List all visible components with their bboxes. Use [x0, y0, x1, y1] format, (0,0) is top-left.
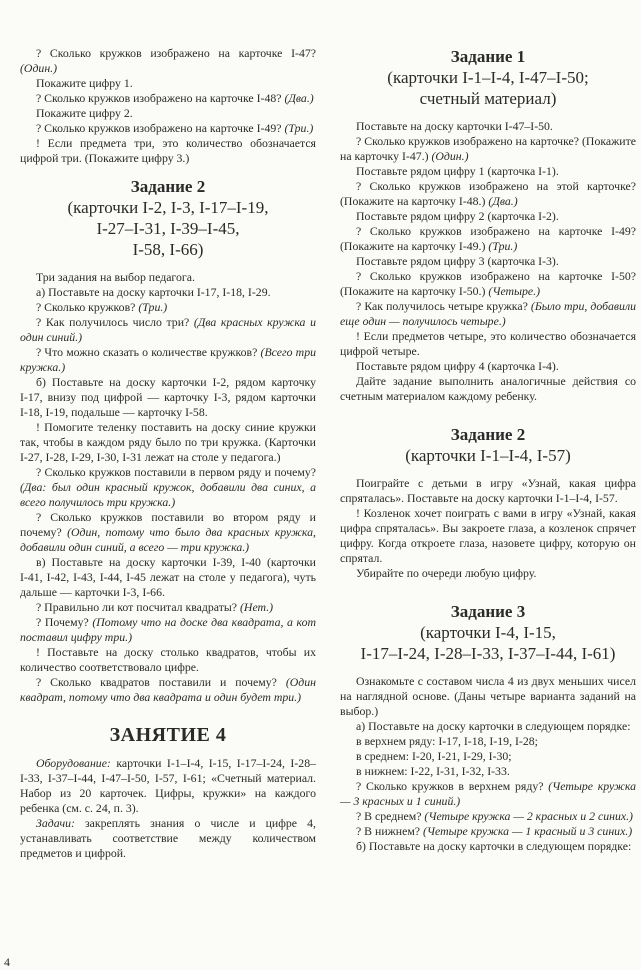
body-text: а) Поставьте на доску карточки І-17, І-18, І-29.: [36, 285, 271, 299]
body-text: ? В нижнем?: [356, 824, 423, 838]
paragraph: [340, 374, 636, 404]
paragraph: [20, 645, 316, 675]
body-text: ? Сколько кружков?: [36, 300, 139, 314]
paragraph: [20, 315, 316, 345]
body-text: ? Сколько кружков изображено на карточке І-49?: [36, 121, 285, 135]
answer-text: (Четыре.): [488, 284, 541, 298]
spacer: [340, 466, 636, 476]
task-subheading: (карточки І-4, І-15,: [420, 623, 556, 642]
body-text: б) Поставьте на доску карточки І-2, рядом карточку І-17, внизу под цифрой — карточку І-3, рядом карточки І-18, І-19, подальше — карточку І-58.: [20, 375, 316, 419]
body-text: в верхнем ряду: І-17, І-18, І-19, І-28;: [356, 734, 538, 748]
task-heading: Задание 1: [450, 47, 526, 66]
spacer: [20, 166, 316, 176]
answer-text: (Один квадрат, потому что два квадрата и один будет три.): [20, 675, 316, 704]
task-subheading: І-58, І-66): [132, 240, 204, 259]
paragraph: [340, 566, 636, 581]
paragraph: [20, 136, 316, 166]
body-text: Ознакомьте с составом числа 4 из двух меньших чисел на наглядной основе. (Даны четыре варианта заданий на выбор.): [340, 674, 636, 718]
spacer: [340, 109, 636, 119]
spacer: [20, 260, 316, 270]
paragraph: [340, 209, 636, 224]
body-text: а) Поставьте на доску карточки в следующем порядке:: [356, 719, 631, 733]
spacer: [340, 414, 636, 424]
paragraph: [340, 674, 636, 719]
body-text: Поставьте рядом цифру 4 (карточка І-4).: [356, 359, 559, 373]
paragraph: [340, 299, 636, 329]
body-text: ? Сколько квадратов поставили и почему?: [36, 675, 286, 689]
body-text: Поиграйте с детьми в игру «Узнай, какая цифра спряталась». Поставьте на доску карточки І-1–І-4, І-57.: [340, 476, 636, 505]
paragraph: [340, 224, 636, 254]
paragraph: [340, 359, 636, 374]
answer-text: (Один.): [431, 149, 469, 163]
paragraph: [20, 675, 316, 705]
task-subheading: (карточки І-1–І-4, І-57): [405, 446, 571, 465]
body-text: ? Как получилось число три?: [36, 315, 194, 329]
answer-text: (Три.): [284, 121, 314, 135]
paragraph: [20, 756, 316, 816]
answer-text: (Потому что на доске два квадрата, а кот поставил цифру три.): [20, 615, 317, 644]
paragraph: [20, 46, 316, 76]
answer-text: (Четыре кружка — 3 красных и 1 синий.): [340, 779, 636, 808]
paragraph: [340, 179, 636, 209]
body-text: Убирайте по очереди любую цифру.: [356, 566, 537, 580]
paragraph: [340, 164, 636, 179]
body-text: Дайте задание выполнить аналогичные действия со счетным материалом каждому ребенку.: [340, 374, 636, 403]
paragraph: [340, 719, 636, 734]
answer-text: (Три.): [488, 239, 518, 253]
answer-text: (Три.): [138, 300, 168, 314]
paragraph: [340, 809, 636, 824]
answer-text: (Один, потому что было два красных кружка, добавили один синий, а всего — три кружка.): [20, 525, 317, 554]
spacer: [340, 591, 636, 601]
body-text: ! Козленок хочет поиграть с вами в игру «Узнай, какая цифра спряталась». Вы закроете глаза, а козленок спрячет цифру. Когда откроете глаза, назовете цифру, которую он спрятал.: [340, 506, 636, 565]
paragraph: [340, 824, 636, 839]
answer-text: Оборудование:: [36, 756, 111, 770]
paragraph: [20, 555, 316, 600]
body-text: в среднем: І-20, І-21, І-29, І-30;: [356, 749, 512, 763]
body-text: б) Поставьте на доску карточки в следующем порядке:: [356, 839, 632, 853]
paragraph: [340, 476, 636, 506]
task-heading: Задание 2: [450, 425, 526, 444]
body-text: ? Почему?: [36, 615, 93, 629]
body-text: ? Сколько кружков поставили во втором ряду и почему?: [20, 510, 316, 539]
paragraph: [20, 285, 316, 300]
answer-text: (Один.): [20, 61, 58, 75]
paragraph: [340, 134, 636, 164]
body-text: ? Сколько кружков изображено на карточке І-48?: [36, 91, 285, 105]
answer-text: (Всего три кружка.): [20, 345, 316, 374]
body-text: ? Сколько кружков поставили в первом ряду и почему?: [36, 465, 316, 479]
answer-text: (Два красных кружка и один синий.): [20, 315, 316, 344]
spacer: [20, 746, 316, 756]
body-text: в нижнем: І-22, І-31, І-32, І-33.: [356, 764, 510, 778]
spacer: [340, 404, 636, 414]
paragraph: [340, 269, 636, 299]
task-subheading: счетный материал): [419, 89, 557, 108]
body-text: Три задания на выбор педагога.: [36, 270, 195, 284]
body-text: Поставьте рядом цифру 2 (карточка І-2).: [356, 209, 559, 223]
body-text: ? Сколько кружков изображено на карточке? (Покажите на карточку І-47.): [340, 134, 636, 163]
lesson-title: ЗАНЯТИЕ 4: [109, 724, 227, 746]
body-text: ! Если предметов четыре, это количество обозначается цифрой четыре.: [340, 329, 636, 358]
body-text: ? Как получилось четыре кружка?: [356, 299, 531, 313]
body-text: ? Правильно ли кот посчитал квадраты?: [36, 600, 240, 614]
body-text: ? Сколько кружков в верхнем ряду?: [356, 779, 549, 793]
task-heading: Задание 3: [450, 602, 526, 621]
paragraph: [20, 465, 316, 510]
task-subheading: І-27–І-31, І-39–І-45,: [96, 219, 240, 238]
paragraph: [20, 300, 316, 315]
body-text: ? Что можно сказать о количестве кружков?: [36, 345, 261, 359]
paragraph: [340, 329, 636, 359]
paragraph: [20, 76, 316, 91]
body-text: карточки І-1–І-4, І-15, І-17–І-24, І-28–І-33, І-37–І-44, І-47–І-50, І-57, І-61; «Счетный материал. Набор из 20 карточек. Цифры, кружки» на каждого ребенка (см. с. 24, п. 3).: [20, 756, 316, 815]
paragraph: [340, 839, 636, 854]
paragraph: [340, 764, 636, 779]
body-text: ? В среднем?: [356, 809, 425, 823]
body-text: ? Сколько кружков изображено на карточке І-50? (Покажите на карточку І-50.): [340, 269, 636, 298]
paragraph: [340, 749, 636, 764]
answer-text: (Два.): [488, 194, 518, 208]
paragraph: [340, 254, 636, 269]
task-subheading: І-17–І-24, І-28–І-33, І-37–І-44, І-61): [360, 644, 616, 663]
answer-text: (Четыре кружка — 2 красных и 2 синих.): [424, 809, 633, 823]
paragraph: [20, 345, 316, 375]
body-text: ? Сколько кружков изображено на этой карточке? (Покажите на карточку І-48.): [340, 179, 636, 208]
right-column: [340, 46, 636, 854]
body-text: ? Сколько кружков изображено на карточке І-47?: [36, 46, 316, 60]
body-text: Поставьте рядом цифру 1 (карточка І-1).: [356, 164, 559, 178]
paragraph: [20, 615, 316, 645]
paragraph: [20, 270, 316, 285]
paragraph: [340, 779, 636, 809]
paragraph: [20, 91, 316, 106]
body-text: закреплять знания о числе и цифре 4, устанавливать соответствие между количеством предметов и цифрой.: [20, 816, 316, 860]
body-text: в) Поставьте на доску карточки І-39, І-40 (карточки І-41, І-42, І-43, І-44, І-45 лежат на столе у педагога), чуть дальше — карточки І-3, І-66.: [20, 555, 316, 599]
answer-text: (Было три, добавили еще один — получилось четыре.): [340, 299, 636, 328]
answer-text: (Четыре кружка — 1 красный и 3 синих.): [422, 824, 633, 838]
body-text: Покажите цифру 2.: [36, 106, 133, 120]
spacer: [340, 664, 636, 674]
spacer: [20, 705, 316, 715]
task-subheading: (карточки І-1–І-4, І-47–І-50;: [387, 68, 589, 87]
body-text: Поставьте на доску карточки І-47–І-50.: [356, 119, 553, 133]
spacer: [340, 581, 636, 591]
body-text: ! Если предмета три, это количество обозначается цифрой три. (Покажите цифру 3.): [20, 136, 316, 165]
paragraph: [20, 510, 316, 555]
paragraph: [20, 600, 316, 615]
body-text: ! Помогите теленку поставить на доску синие кружки так, чтобы в каждом ряду было по три кружка. (Карточки І-27, І-28, І-29, І-30, І-31 лежат на столе у педагога.): [20, 420, 316, 464]
paragraph: [340, 734, 636, 749]
answer-text: (Два: был один красный кружок, добавили два синих, а всего получилось три кружка.): [20, 480, 316, 509]
paragraph: [340, 119, 636, 134]
body-text: ! Поставьте на доску столько квадратов, чтобы их количество соответствовало цифре.: [20, 645, 316, 674]
task-heading: Задание 2: [130, 177, 206, 196]
answer-text: Задачи:: [36, 816, 75, 830]
body-text: Покажите цифру 1.: [36, 76, 133, 90]
paragraph: [20, 106, 316, 121]
paragraph: [20, 816, 316, 861]
paragraph: [20, 420, 316, 465]
page-number: 4: [4, 955, 10, 969]
paragraph: [20, 121, 316, 136]
answer-text: (Нет.): [240, 600, 274, 614]
answer-text: (Два.): [284, 91, 314, 105]
left-column: [20, 46, 316, 861]
body-text: Поставьте рядом цифру 3 (карточка І-3).: [356, 254, 559, 268]
task-subheading: (карточки І-2, І-3, І-17–І-19,: [67, 198, 269, 217]
paragraph: [340, 506, 636, 566]
paragraph: [20, 375, 316, 420]
body-text: ? Сколько кружков изображено на карточке І-49? (Покажите на карточку І-49.): [340, 224, 636, 253]
